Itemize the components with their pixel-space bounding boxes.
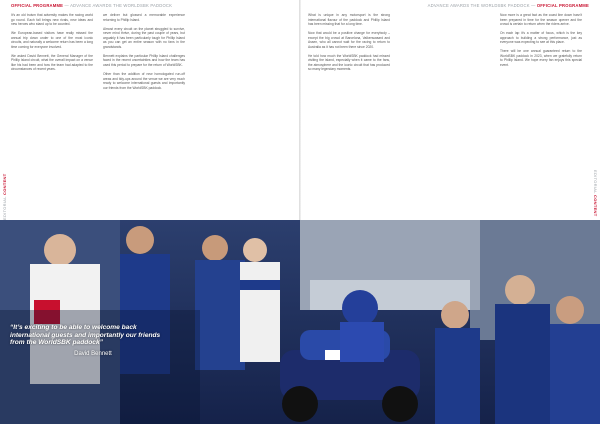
paddock-photo-illustration	[0, 220, 600, 424]
paragraph: Almost every circuit on the planet struggled to survive, never mind thrive, during the past couple of years, but arguably it has been particularly tough for Phillip Island as you can get an entire season with no fans in the grandstands.	[103, 26, 185, 49]
right-tab-label-b: CONTENT	[593, 195, 598, 217]
paragraph: There will be one annual guaranteed return to the WorldSBK paddock in 2023, when we gratefully return to Phillip Island. We hope every fan enjoys this special event.	[500, 49, 582, 67]
text-column-1	[11, 13, 93, 77]
paragraph: On each lap it's a matter of focus, which is the key approach to building a strong performance, just as everyone was expecting to see at this place.	[500, 31, 582, 45]
right-side-tab	[593, 170, 598, 217]
right-tab-label-a: EDITORIAL	[593, 170, 598, 194]
pull-quote	[10, 324, 176, 357]
paragraph: Other than the addition of new homologated run-off areas and tidy-ups around the venue we are very much ready to welcome international guests and importantly our friends from the WorldSBK paddock.	[103, 71, 185, 90]
paddock-photo	[0, 220, 600, 424]
text-column-2	[103, 13, 185, 95]
text-column-3	[308, 13, 390, 77]
paragraph: we deliver but glossed a memorable experience returning to Phillip Island.	[103, 13, 185, 22]
paragraph: Now that would be a positive change for everybody – except the big crowd at Barcelona, Valkenswaard and Assen, who all cannot wait for the racing to return to Australia as it has not been there since 2020.	[308, 31, 390, 49]
paragraph: We European-based visitors have really missed the annual trip down under to one of the most iconic circuits, and naturally a welcome return has been a long time coming for everyone involved.	[11, 31, 93, 49]
left-page-header: OFFICIAL PROGRAMME — ADVANCE AWARDS THE WORLDSBK PADDOCK	[11, 3, 173, 8]
left-tab-label-b: CONTENT	[2, 173, 7, 195]
left-header-subtitle: ADVANCE AWARDS THE WORLDSBK PADDOCK	[70, 3, 173, 8]
paragraph: Now more is a great fact as the coast line down hasn't been prepared in time for the season opener and the crowd is certain to return when the riders arrive.	[500, 13, 582, 27]
paragraph: We asked David Bennett, the General Manager of the Phillip Island circuit, what the overall impact on a venue like his had been and how the team had adapted to the circumstances of recent years.	[11, 53, 93, 72]
right-page-header: ADVANCE AWARDS THE WORLDSBK PADDOCK — OFFICIAL PROGRAMME	[427, 3, 589, 8]
left-header-section: OFFICIAL PROGRAMME	[11, 3, 64, 8]
text-column-4	[500, 13, 582, 72]
right-header-section: OFFICIAL PROGRAMME	[536, 3, 589, 8]
pull-quote-author: David Bennett	[74, 350, 112, 357]
left-side-tab	[2, 174, 7, 220]
paragraph: What is unique in any motorsport is the strong international flavour of the paddock and Phillip Island has been missing that for a long time.	[308, 13, 390, 27]
right-header-subtitle: ADVANCE AWARDS THE WORLDSBK PADDOCK	[427, 3, 530, 8]
pull-quote-text: “It’s exciting to be able to welcome back international guests and importantly our friends from the WorldSBK paddock”	[10, 324, 161, 347]
paragraph: He told how much the WorldSBK paddock had missed visiting the island, especially when it came to the fans, the atmosphere and the iconic circuit that has produced so many legendary moments.	[308, 53, 390, 72]
left-tab-label-a: EDITORIAL	[2, 196, 7, 220]
paragraph: It's an old truism that adversity makes the racing world go round. Each fall brings new rivals, new ideas and new heroes who stand up to be counted.	[11, 13, 93, 27]
paragraph: Bennett explains the particular Phillip Island challenges faced in the recent uncertainties and how the team has used this period to prepare for the return of WorldSBK.	[103, 53, 185, 67]
